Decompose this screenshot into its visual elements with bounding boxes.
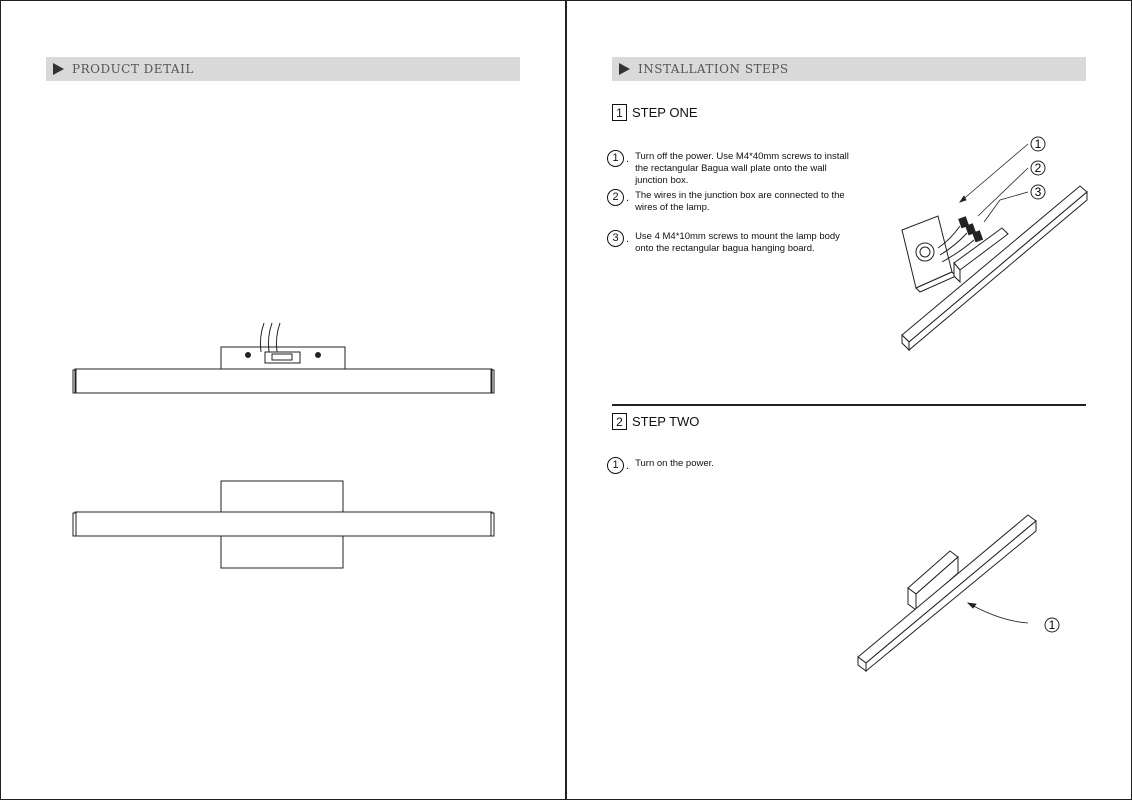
callout-1-label: 1 [1034, 137, 1042, 151]
play-triangle-icon [53, 63, 64, 75]
step-two-illustration [850, 505, 1080, 685]
lamp-back-view-drawing [60, 475, 510, 575]
callout-3-label: 3 [1034, 185, 1042, 199]
page-spine [565, 0, 567, 800]
step-two-header [612, 413, 699, 430]
instruction-text: The wires in the junction box are connected to the wires of the lamp. [635, 190, 845, 213]
instruction-text: Turn on the power. [635, 458, 714, 469]
step-one-instruction-3: 3 . Use 4 M4*10mm screws to mount the lamp body onto the rectangular bagua hanging board. [607, 230, 850, 255]
section-title: PRODUCT DETAIL [72, 62, 194, 76]
callout-2-label: 2 [1034, 161, 1042, 175]
play-triangle-icon [619, 63, 630, 75]
step-number: 2 [612, 413, 627, 430]
step-one-instruction-1: 1 . Turn off the power. Use M4*40mm screws to install the rectangular Bagua wall plate onto the wall junction box. [607, 150, 850, 187]
step-title: STEP ONE [632, 105, 698, 120]
product-detail-header [46, 57, 520, 81]
step-one-header [612, 104, 698, 121]
callout-1-label: 1 [1048, 618, 1056, 632]
step-number: 1 [612, 104, 627, 121]
circled-number: 2 [607, 189, 624, 206]
installation-steps-header [612, 57, 1086, 81]
instruction-text: Turn off the power. Use M4*40mm screws to install the rectangular Bagua wall plate onto the wall junction box. [635, 151, 849, 186]
step-title: STEP TWO [632, 414, 700, 429]
step-two-instruction-1: 1 . Turn on the power. [607, 457, 850, 474]
instruction-text: Use 4 M4*10mm screws to mount the lamp body onto the rectangular bagua hanging board. [635, 231, 840, 254]
circled-number: 1 [607, 457, 624, 474]
lamp-front-view-drawing [60, 315, 510, 405]
circled-number: 3 [607, 230, 624, 247]
step-one-instruction-2: 2 . The wires in the junction box are connected to the wires of the lamp. [607, 189, 850, 214]
section-title: INSTALLATION STEPS [638, 62, 789, 76]
circled-number: 1 [607, 150, 624, 167]
step-divider [612, 404, 1086, 406]
step-one-illustration [880, 130, 1100, 360]
